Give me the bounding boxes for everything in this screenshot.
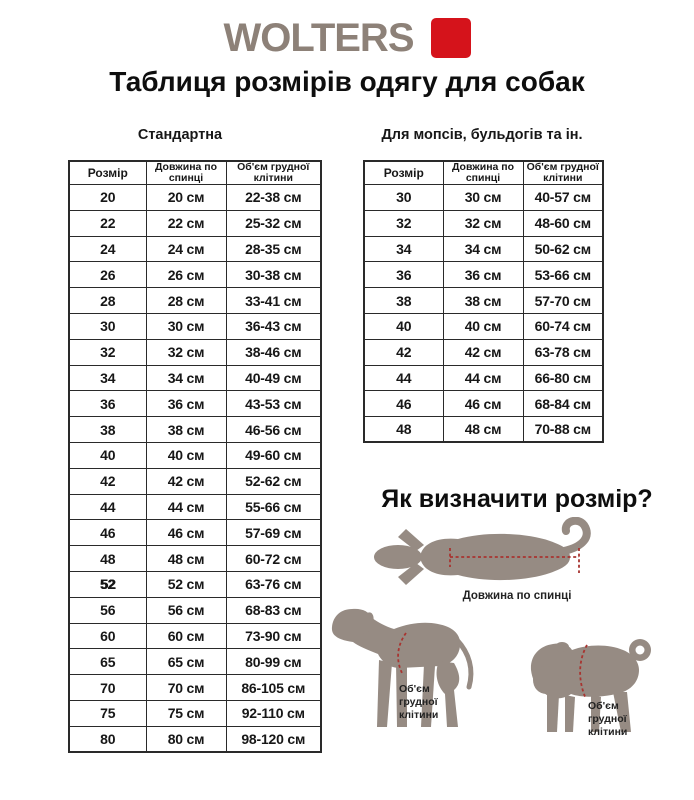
table-row [364,210,603,236]
table-row [364,236,603,262]
chest-volume-cell: 25-32 см [226,210,321,236]
size-cell: 34 [364,236,443,262]
dog-top-view-icon [372,517,612,589]
back-length-cell: 20 см [146,185,226,211]
chest-volume-cell: 48-60 см [523,210,603,236]
size-cell: 46 [69,520,146,546]
table-row [69,313,321,339]
chest-volume-label: Об'єм грудної клітини [399,683,439,721]
how-to-measure-title: Як визначити розмір? [381,485,653,513]
back-length-cell: 48 см [443,417,523,443]
table-row [69,365,321,391]
table-row [69,520,321,546]
brand-logo-red-square-icon [431,18,471,58]
size-cell: 46 [364,391,443,417]
back-length-cell: 36 см [443,262,523,288]
table-row [69,391,321,417]
size-cell: 36 [69,391,146,417]
size-cell: 38 [364,288,443,314]
size-cell: 20 [69,185,146,211]
table-row [69,442,321,468]
size-cell: 44 [364,365,443,391]
size-cell: 32 [69,339,146,365]
back-length-cell: 60 см [146,623,226,649]
chest-volume-cell: 36-43 см [226,313,321,339]
chest-volume-cell: 22-38 см [226,185,321,211]
size-cell: 42 [364,339,443,365]
brand-logo-text: WOLTERS [223,16,414,60]
table-row [69,494,321,520]
table-row [364,391,603,417]
size-cell: 56 [69,597,146,623]
column-header: Розмір [69,161,146,185]
table-row [364,288,603,314]
back-length-cell: 42 см [443,339,523,365]
chest-volume-cell: 70-88 см [523,417,603,443]
chest-volume-cell: 50-62 см [523,236,603,262]
size-cell: 65 [69,649,146,675]
back-length-cell: 32 см [146,339,226,365]
chest-volume-cell: 68-83 см [226,597,321,623]
size-cell: 30 [69,313,146,339]
size-cell: 44 [69,494,146,520]
table-row [69,185,321,211]
back-length-cell: 34 см [443,236,523,262]
page-title: Таблиця розмірів одягу для собак [109,66,585,97]
chest-volume-cell: 52-62 см [226,468,321,494]
header-row [364,161,603,185]
table-row [69,417,321,443]
table-row [69,649,321,675]
back-length-cell: 65 см [146,649,226,675]
back-length-cell: 75 см [146,700,226,726]
table-row [69,571,321,597]
size-cell: 75 [69,700,146,726]
back-length-cell: 34 см [146,365,226,391]
table-row [69,262,321,288]
back-length-cell: 44 см [146,494,226,520]
back-length-label: Довжина по спинці [462,590,572,602]
back-length-cell: 30 см [146,313,226,339]
size-cell: 70 [69,675,146,701]
size-cell: 28 [69,288,146,314]
header-row [69,161,321,185]
back-length-cell: 28 см [146,288,226,314]
column-header: Об'єм грудної клітини [226,161,321,185]
chest-volume-cell: 63-78 см [523,339,603,365]
back-length-cell: 52 см [146,571,226,597]
table-row [69,288,321,314]
table-row [364,339,603,365]
standard-size-table [68,160,322,753]
chest-volume-cell: 80-99 см [226,649,321,675]
back-length-cell: 22 см [146,210,226,236]
chest-volume-cell: 66-80 см [523,365,603,391]
chest-volume-cell: 40-57 см [523,185,603,211]
back-length-cell: 40 см [146,442,226,468]
size-cell: 48 [364,417,443,443]
table-row [69,597,321,623]
table-row [364,417,603,443]
chest-volume-cell: 86-105 см [226,675,321,701]
chest-volume-cell: 38-46 см [226,339,321,365]
chest-volume-cell: 92-110 см [226,700,321,726]
chest-volume-cell: 28-35 см [226,236,321,262]
chest-volume-label: Об'єм грудної клітини [588,700,628,738]
chest-volume-cell: 55-66 см [226,494,321,520]
back-length-cell: 26 см [146,262,226,288]
table-row [364,262,603,288]
back-length-cell: 24 см [146,236,226,262]
back-length-cell: 40 см [443,313,523,339]
chest-volume-cell: 68-84 см [523,391,603,417]
chest-volume-cell: 33-41 см [226,288,321,314]
size-cell: 26 [69,262,146,288]
table-row [69,339,321,365]
column-header: Об'єм грудної клітини [523,161,603,185]
size-cell: 38 [69,417,146,443]
pugs-table-title: Для мопсів, бульдогів та ін. [381,127,583,143]
size-cell: 48 [69,546,146,572]
column-header: Розмір [364,161,443,185]
table-row [364,365,603,391]
chest-volume-cell: 49-60 см [226,442,321,468]
back-length-cell: 56 см [146,597,226,623]
size-cell: 22 [69,210,146,236]
pugs-size-table [363,160,604,443]
back-length-cell: 36 см [146,391,226,417]
dog-top-view-silhouette [372,517,612,589]
table-row [364,185,603,211]
size-cell: 32 [364,210,443,236]
size-cell: 40 [69,442,146,468]
back-length-cell: 42 см [146,468,226,494]
size-cell: 52 [69,571,146,597]
chest-volume-cell: 63-76 см [226,571,321,597]
back-length-cell: 38 см [146,417,226,443]
table-row [69,700,321,726]
size-cell: 24 [69,236,146,262]
size-cell: 42 [69,468,146,494]
chest-volume-cell: 53-66 см [523,262,603,288]
size-cell: 34 [69,365,146,391]
chest-volume-cell: 98-120 см [226,726,321,752]
table-row [364,313,603,339]
chest-volume-cell: 60-72 см [226,546,321,572]
back-length-cell: 44 см [443,365,523,391]
back-length-cell: 38 см [443,288,523,314]
size-cell: 36 [364,262,443,288]
chest-volume-cell: 30-38 см [226,262,321,288]
back-length-cell: 32 см [443,210,523,236]
back-length-cell: 80 см [146,726,226,752]
back-length-cell: 30 см [443,185,523,211]
size-cell: 60 [69,623,146,649]
size-cell: 40 [364,313,443,339]
table-row [69,726,321,752]
chest-volume-cell: 57-70 см [523,288,603,314]
column-header: Довжина по спинці [443,161,523,185]
column-header: Довжина по спинці [146,161,226,185]
chest-volume-cell: 73-90 см [226,623,321,649]
back-length-cell: 46 см [146,520,226,546]
chest-volume-cell: 57-69 см [226,520,321,546]
chest-volume-cell: 43-53 см [226,391,321,417]
table-row [69,210,321,236]
table-row [69,546,321,572]
chest-volume-cell: 60-74 см [523,313,603,339]
table-row [69,675,321,701]
chest-volume-cell: 40-49 см [226,365,321,391]
table-row [69,623,321,649]
size-cell: 80 [69,726,146,752]
chest-volume-cell: 46-56 см [226,417,321,443]
back-length-cell: 70 см [146,675,226,701]
standard-table-title: Стандартна [137,127,223,143]
table-row [69,468,321,494]
back-length-cell: 46 см [443,391,523,417]
brand-logo [0,18,694,58]
back-length-cell: 48 см [146,546,226,572]
table-row [69,236,321,262]
size-cell: 30 [364,185,443,211]
